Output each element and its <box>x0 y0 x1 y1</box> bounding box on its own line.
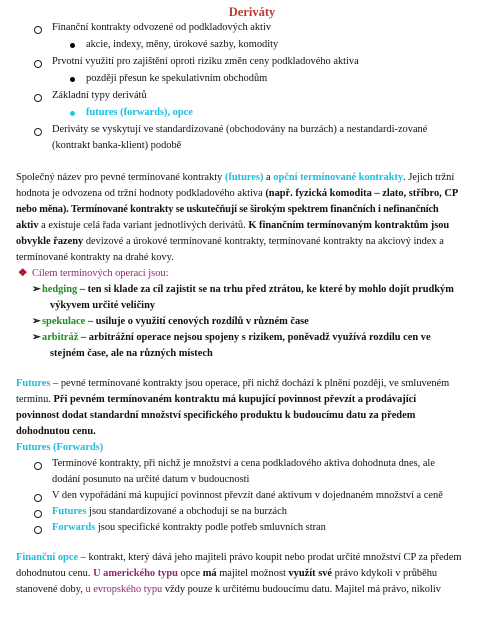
paragraph-line <box>16 550 461 566</box>
list-item: Prvotní využití pro zajištění oproti riziku změn ceny podkladového aktiva <box>52 56 359 67</box>
term-arbitraz: arbitráž <box>42 332 79 343</box>
text-span: aktiv <box>16 220 39 231</box>
text-span: má <box>202 568 217 579</box>
list-subitem: futures (forwards), opce <box>86 107 193 118</box>
list-item: Finanční kontrakty odvozené od podkladových aktiv <box>52 22 272 33</box>
list-item <box>42 314 309 330</box>
bullet-dot-icon <box>70 111 75 116</box>
bullet-circle-icon <box>34 510 42 518</box>
text-span: Finanční opce <box>16 552 79 563</box>
list-item: Základní typy derivátů <box>52 90 147 101</box>
text-span: devizové a úrokové termínované kontrakty, termínované kontrakty na akciový index a <box>85 236 444 247</box>
paragraph-line: povinnost dodat standardní množství specifického produktu k budoucímu datu za předem <box>16 410 416 421</box>
list-item <box>52 520 326 536</box>
bullet-circle-icon <box>34 494 42 502</box>
text-span: (futures) <box>224 172 264 183</box>
paragraph-line <box>16 218 449 234</box>
bullet-circle-icon <box>34 128 42 136</box>
text-span: Forwards <box>52 522 96 533</box>
paragraph-line <box>16 170 454 186</box>
paragraph-line <box>16 234 444 250</box>
text-span: obvykle řazeny <box>16 236 84 247</box>
list-item-continuation: (kontrakt banka-klient) podobě <box>52 140 182 151</box>
text-span: opce <box>177 568 203 579</box>
text-span: majitel možnost <box>216 568 289 579</box>
text-span: Futures <box>16 378 51 389</box>
text-span: U amerického typu <box>93 568 178 579</box>
text-span: jsou standardizované a obchodují se na burzách <box>86 506 287 517</box>
list-item-continuation: dodání posunuto na určité datum v budoucnosti <box>52 474 250 485</box>
text-span: hodnota je odvozena od tržní hodnoty podkladového aktiva <box>16 188 263 199</box>
text-span: (např. fyzická komodita – zlato, stříbro, CP <box>265 188 459 199</box>
list-item: Deriváty se vyskytují ve standardizované (obchodovány na burzách) a nestandardi-zované <box>52 124 428 135</box>
list-item <box>52 504 287 520</box>
text-span: Futures <box>52 506 87 517</box>
paragraph-line <box>16 376 449 392</box>
text-span: jsou specifické kontrakty podle potřeb smluvních stran <box>95 522 326 533</box>
text-span: využít své <box>288 568 333 579</box>
paragraph-line: dohodnutou cenu. <box>16 426 96 437</box>
arrow-bullet-icon: ➢ <box>32 332 41 343</box>
text-span: . Jejich tržní <box>403 172 455 183</box>
text-span: opční termínované kontrakty <box>273 172 404 183</box>
bullet-dot-icon <box>70 43 75 48</box>
arrow-bullet-icon: ➢ <box>32 284 41 295</box>
paragraph-line <box>16 582 441 598</box>
list-item-continuation: stejném čase, ale na různých místech <box>50 348 213 359</box>
list-subitem: akcie, indexy, měny, úrokové sazby, komodity <box>86 39 279 50</box>
section-heading: Cílem termínových operací jsou: <box>32 268 169 279</box>
text-span: stanovené doby, <box>16 584 86 595</box>
bullet-dot-icon <box>70 77 75 82</box>
bullet-circle-icon <box>34 462 42 470</box>
text-span: a <box>266 172 271 183</box>
text-span: – arbitrážní operace nejsou spojeny s rizikem, poněvadž využívá rozdílu cen ve <box>78 332 431 343</box>
section-heading: Futures (Forwards) <box>16 442 104 453</box>
text-span: – usiluje o využití cenových rozdílů v různém čase <box>85 316 309 327</box>
arrow-bullet-icon: ➢ <box>32 316 41 327</box>
text-span: u evropského typu <box>85 584 163 595</box>
text-span: Společný název pro pevné termínované kontrakty <box>16 172 223 183</box>
text-span: vždy pouze k určitému budoucímu datu. Majitel má právo, nikoliv <box>162 584 441 595</box>
list-item-continuation: výkyvem určité veličiny <box>50 300 156 311</box>
list-item: V den vypořádání má kupující povinnost převzít dané aktivum v dojednaném množství a ceně <box>52 490 443 501</box>
text-span: – ten si klade za cíl zajistit se na trhu před ztrátou, ke které by mohlo dojít prudkým <box>77 284 454 295</box>
bullet-circle-icon <box>34 60 42 68</box>
paragraph-line <box>16 186 458 202</box>
paragraph-line: termínované kontrakty na drahé kovy. <box>16 252 174 263</box>
page-title: Deriváty <box>228 5 276 19</box>
text-span: – pevné termínované kontrakty jsou operace, při nichž dochází k plnění později, ve smluveném <box>50 378 450 389</box>
diamond-bullet-icon: ❖ <box>18 268 28 279</box>
list-item <box>42 330 431 346</box>
list-subitem: později přesun ke spekulativním obchodům <box>86 73 268 84</box>
text-span: právo kdykoli v průběhu <box>332 568 438 579</box>
text-span: dohodnutou cenu. <box>16 568 91 579</box>
text-span: Při pevném termínovaném kontraktu má kupující povinnost převzít a prodávající <box>53 394 417 405</box>
text-span: K finančním termínovaným kontraktům jsou <box>248 220 450 231</box>
list-item: Termínové kontrakty, při nichž je množství a cena podkladového aktiva dohodnuta dnes, ale <box>52 458 435 469</box>
term-hedging: hedging <box>42 284 78 295</box>
bullet-circle-icon <box>34 26 42 34</box>
bullet-circle-icon <box>34 526 42 534</box>
list-item <box>42 282 454 298</box>
text-span: termínu. <box>16 394 51 405</box>
paragraph-line <box>16 566 437 582</box>
bullet-circle-icon <box>34 94 42 102</box>
text-span: – kontrakt, který dává jeho majiteli právo koupit nebo prodat určité množství CP za předem <box>78 552 462 563</box>
paragraph-line: nebo měna). Termínované kontrakty se uskutečňují se širokým spektrem finančních i nefinančních <box>16 204 439 215</box>
paragraph-line <box>16 392 416 408</box>
term-spekulace: spekulace <box>42 316 86 327</box>
text-span: a existuje celá řada variant jednotlivých derivátů. <box>41 220 246 231</box>
